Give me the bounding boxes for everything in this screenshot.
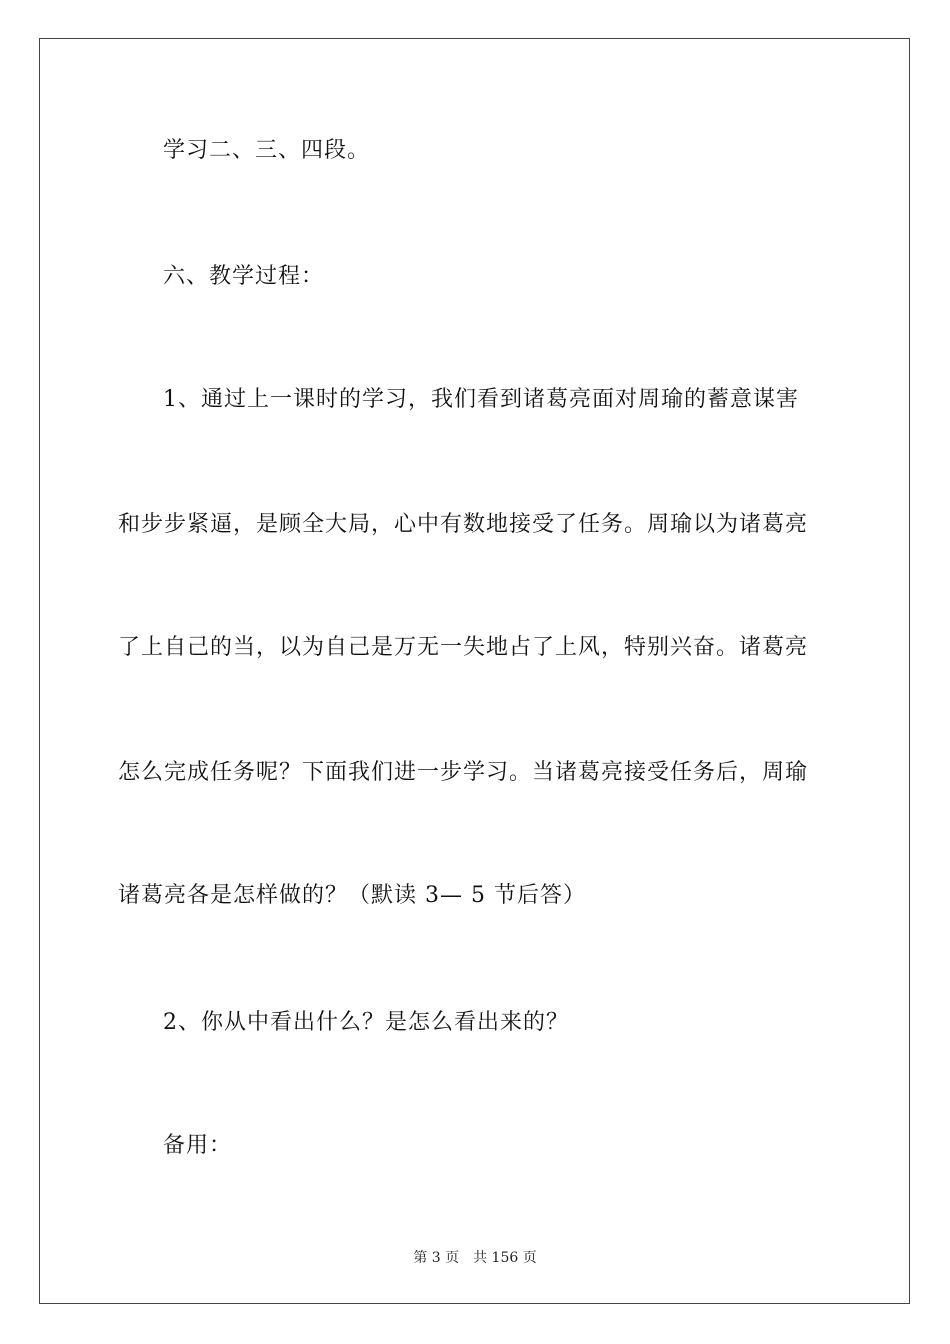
paragraph-line-7: 诸葛亮各是怎样做的？（默读 3— 5 节后答）: [118, 883, 586, 908]
paragraph-line-3: 1、通过上一课时的学习，我们看到诸葛亮面对周瑜的蓄意谋害: [163, 387, 799, 412]
section-heading: 六、教学过程：: [163, 264, 325, 289]
paragraph-line-5: 了上自己的当，以为自己是万无一失地占了上风，特别兴奋。诸葛亮: [118, 635, 809, 660]
page-footer: [0, 1249, 950, 1267]
page-number: 第 3 页: [413, 1250, 460, 1266]
paragraph-line-9: 备用：: [163, 1133, 233, 1158]
paragraph-line-6: 怎么完成任务呢？下面我们进一步学习。当诸葛亮接受任务后，周瑜: [118, 760, 809, 785]
paragraph-line-8: 2、你从中看出什么？是怎么看出来的？: [163, 1010, 569, 1035]
page-border: [39, 38, 910, 1304]
paragraph-line-1: 学习二、三、四段。: [163, 138, 371, 163]
paragraph-line-4: 和步步紧逼，是顾全大局，心中有数地接受了任务。周瑜以为诸葛亮: [118, 512, 809, 537]
page-total: 共 156 页: [473, 1250, 537, 1266]
